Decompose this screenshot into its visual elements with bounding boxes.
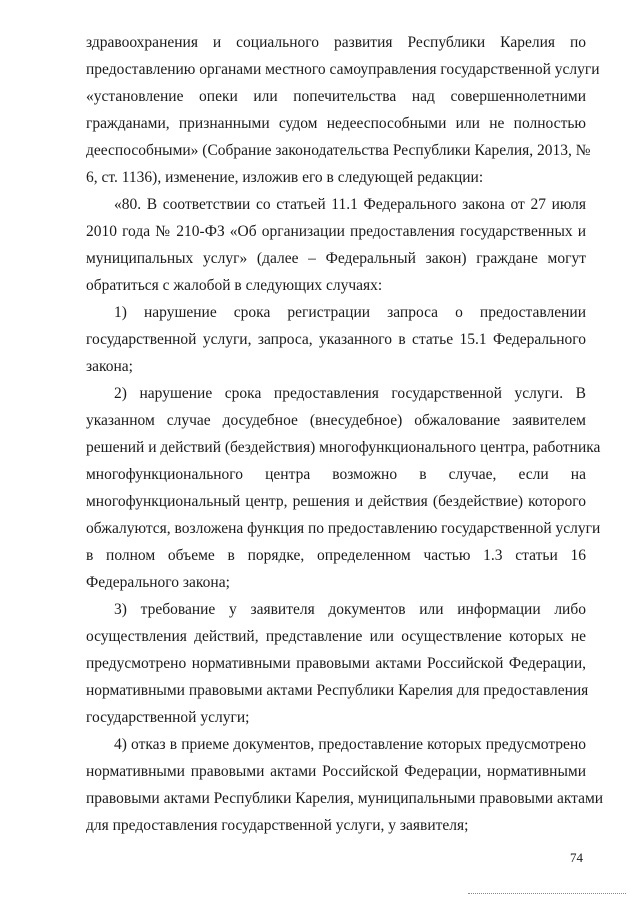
footer-divider xyxy=(468,893,626,894)
text-line: решений и действий (бездействия) многофункционального центра, работника xyxy=(86,439,601,456)
text-line: многофункционального центра возможно в случае, если на xyxy=(86,466,586,483)
text-line: государственной услуги; xyxy=(86,709,250,726)
text-line: нормативными правовыми актами Республики Карелия для предоставления xyxy=(86,682,589,699)
text-line: многофункциональный центр, решения и действия (бездействие) которого xyxy=(86,493,586,510)
text-line: предусмотрено нормативными правовыми актами Российской Федерации, xyxy=(86,655,586,672)
list-item-1: 1) нарушение срока регистрации запроса о предоставлении xyxy=(114,304,586,321)
list-item-4: 4) отказ в приеме документов, предоставление которых предусмотрено xyxy=(114,736,586,753)
text-line: гражданами, признанными судом недееспособными или не полностью xyxy=(86,115,586,132)
list-item-2: 2) нарушение срока предоставления государственной услуги. В xyxy=(114,385,586,402)
text-line: нормативными правовыми актами Российской Федерации, нормативными xyxy=(86,763,586,780)
text-line: для предоставления государственной услуги, у заявителя; xyxy=(86,817,469,834)
text-line: предоставлению органами местного самоуправления государственной услуги xyxy=(86,61,600,78)
text-line: осуществления действий, представление или осуществление которых не xyxy=(86,628,586,645)
text-line: «установление опеки или попечительства над совершеннолетними xyxy=(86,88,586,105)
text-line: правовыми актами Республики Карелия, муниципальными правовыми актами xyxy=(86,790,604,807)
text-line: муниципальных услуг» (далее – Федеральный закон) граждане могут xyxy=(86,250,586,267)
text-line: указанном случае досудебное (внесудебное) обжалование заявителем xyxy=(86,412,586,429)
text-line: дееспособными» (Собрание законодательства Республики Карелия, 2013, № xyxy=(86,142,591,159)
text-line: государственной услуги, запроса, указанного в статье 15.1 Федерального xyxy=(86,331,586,348)
text-line: Федерального закона; xyxy=(86,574,230,591)
text-line: в полном объеме в порядке, определенном частью 1.3 статьи 16 xyxy=(86,547,586,564)
text-line: обжалуются, возложена функция по предоставлению государственной услуги xyxy=(86,520,601,537)
text-line: обратиться с жалобой в следующих случаях: xyxy=(86,277,383,294)
text-line: здравоохранения и социального развития Республики Карелия по xyxy=(86,34,586,51)
text-line: 6, ст. 1136), изменение, изложив его в следующей редакции: xyxy=(86,169,484,186)
paragraph-first-line: «80. В соответствии со статьей 11.1 Федерального закона от 27 июля xyxy=(114,196,586,213)
text-line: 2010 года № 210-ФЗ «Об организации предоставления государственных и xyxy=(86,223,586,240)
list-item-3: 3) требование у заявителя документов или информации либо xyxy=(114,601,586,618)
page-number: 74 xyxy=(570,850,583,865)
text-line: закона; xyxy=(86,358,133,375)
